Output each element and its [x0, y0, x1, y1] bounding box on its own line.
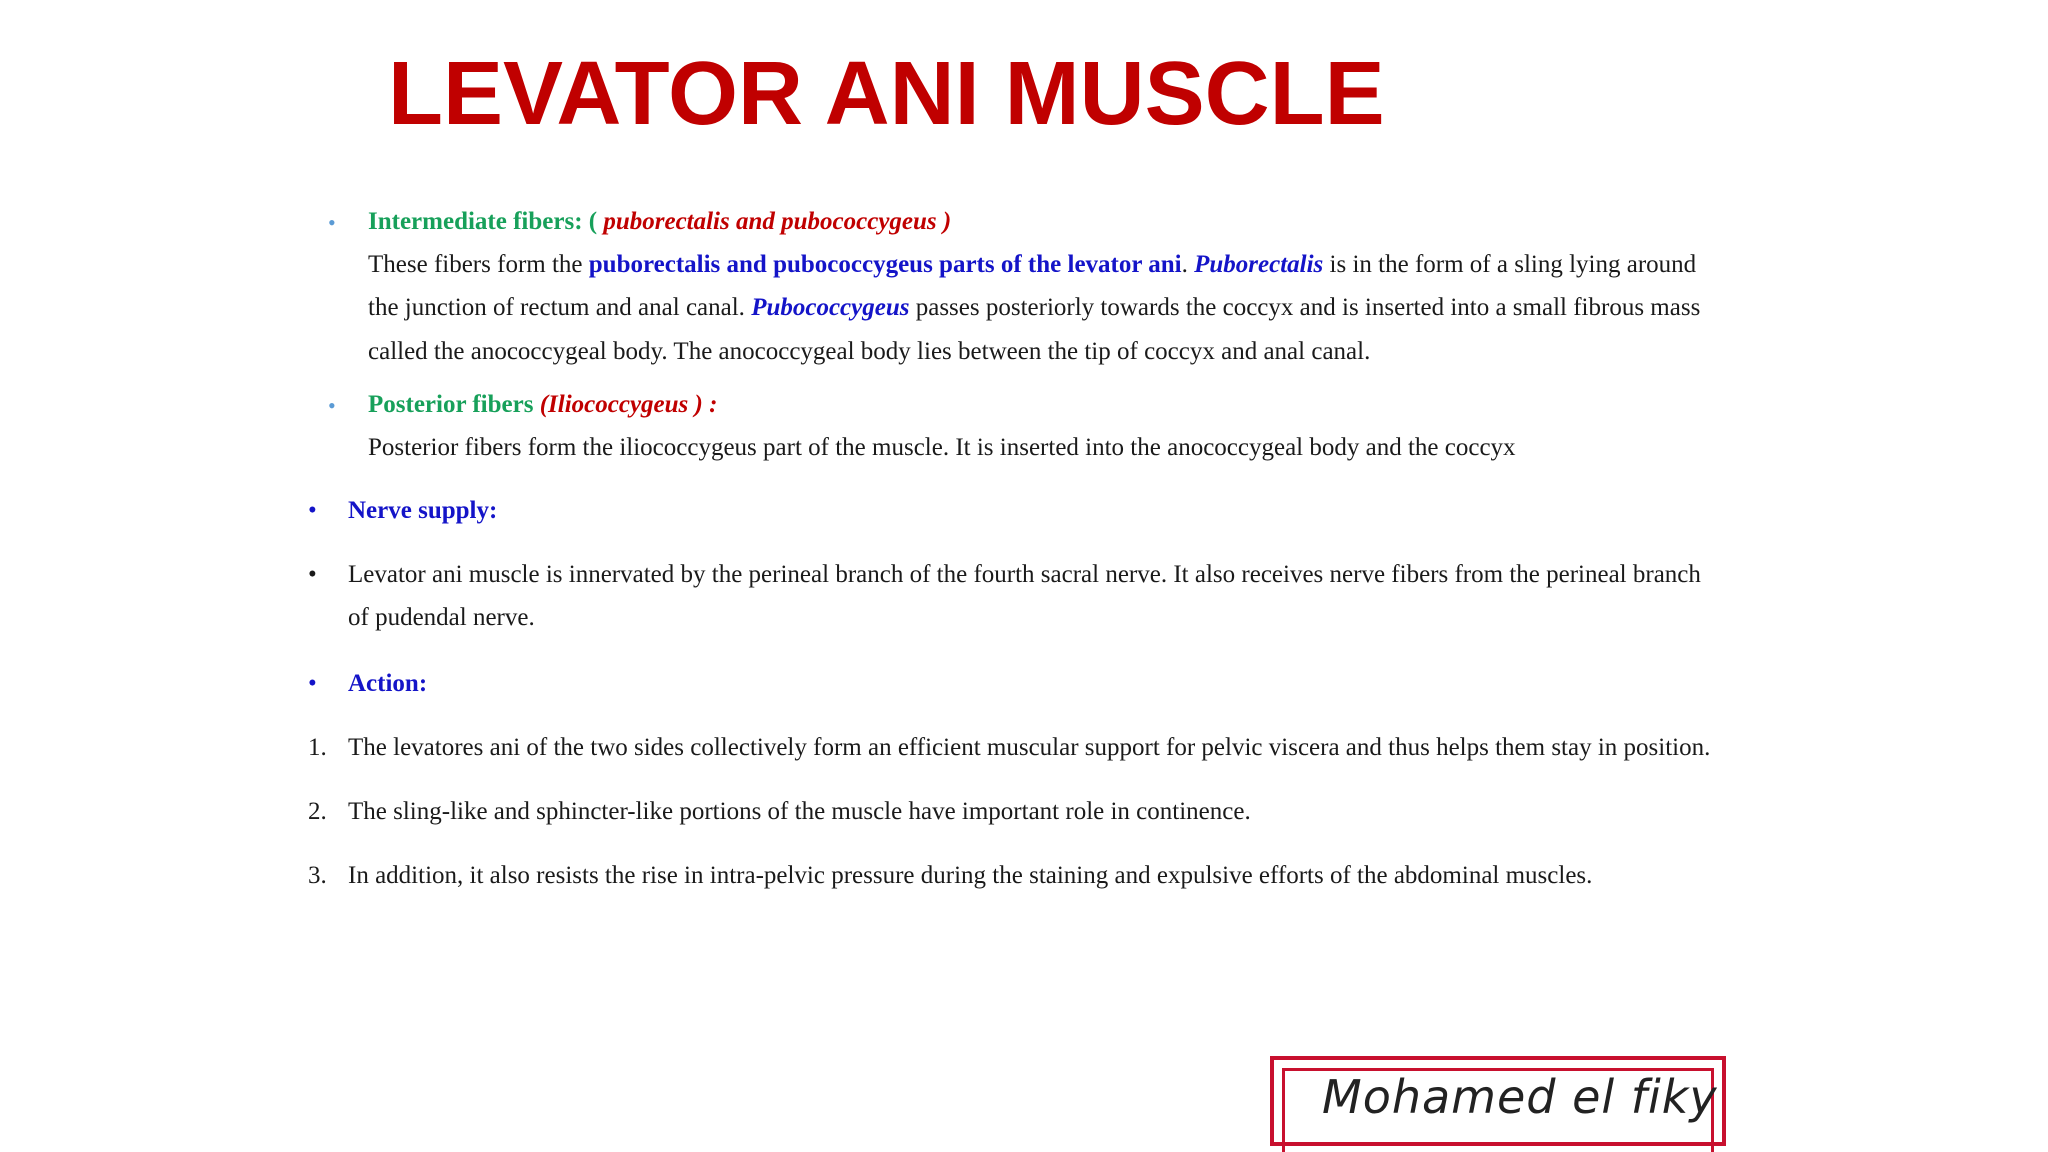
signature-text: Mohamed el fiky [1322, 1070, 1718, 1124]
bullet-intermediate: • [328, 210, 336, 235]
posterior-heading: Posterior fibers (Iliococcygeus ) : [368, 391, 718, 418]
bullet-nerve-text: • [308, 561, 317, 588]
action-heading: Action: [348, 670, 428, 697]
action-item-text: In addition, it also resists the rise in intra-pelvic pressure during the staining and expulsive efforts of the abdominal muscles. [348, 862, 1593, 889]
slide-title: LEVATOR ANI MUSCLE [388, 44, 1385, 144]
action-item-number: 1. [308, 734, 327, 761]
intermediate-line-2: the junction of rectum and anal canal. Pubococcygeus passes posteriorly towards the coccyx and is inserted into a small fibrous mass [368, 294, 1701, 321]
bullet-nerve-heading: • [308, 497, 317, 524]
action-item-text: The sling-like and sphincter-like portions of the muscle have important role in continence. [348, 798, 1251, 825]
intermediate-heading: Intermediate fibers: ( puborectalis and pubococcygeus ) [368, 208, 952, 235]
nerve-heading: Nerve supply: [348, 497, 498, 524]
nerve-line-2: of pudendal nerve. [348, 604, 535, 631]
signature-stamp [1270, 1056, 1726, 1146]
nerve-line-1: Levator ani muscle is innervated by the perineal branch of the fourth sacral nerve. It also receives nerve fibers from the perineal branch [348, 561, 1701, 588]
bullet-action-heading: • [308, 670, 317, 697]
intermediate-line-3: called the anococcygeal body. The anococcygeal body lies between the tip of coccyx and anal canal. [368, 338, 1371, 365]
bullet-posterior: • [328, 393, 336, 418]
intermediate-line-1: These fibers form the puborectalis and pubococcygeus parts of the levator ani. Puborectalis is in the form of a sling lying around [368, 251, 1697, 278]
action-item-number: 3. [308, 862, 327, 889]
action-item-number: 2. [308, 798, 327, 825]
action-item-text: The levatores ani of the two sides collectively form an efficient muscular support for pelvic viscera and thus helps them stay in position. [348, 734, 1711, 761]
posterior-line-1: Posterior fibers form the iliococcygeus part of the muscle. It is inserted into the anococcygeal body and the coccyx [368, 434, 1516, 461]
